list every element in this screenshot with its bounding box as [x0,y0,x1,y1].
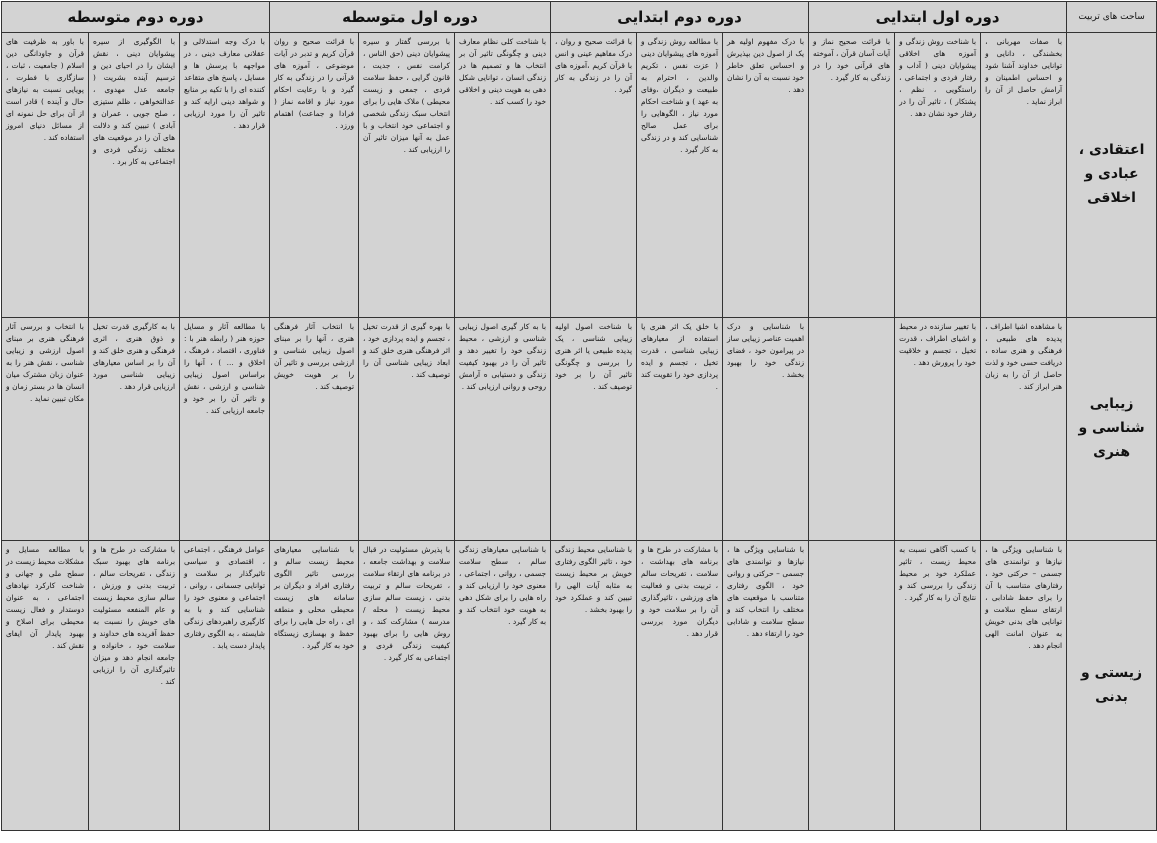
table-cell: با مشارکت در طرح ها و برنامه های بهبود سبک زندگی ، تفریحات سالم ، تربیت بدنی و ورزش ، سالم سازی محیط زیست و عام المنفعه مسئولیت های خویش را نسبت به حفظ آفریده های خداوند و سلامت خود ، خانواده و جامعه انجام دهد و میزان تاثیرگذاری آن را ارزیابی کند . [89,541,180,831]
table-cell: عوامل فرهنگی ، اجتماعی ، اقتصادی و سیاسی تاثیرگذار بر سلامت و توانایی جسمانی ، روانی ، اجتماعی و معنوی خود را شناسایی کند و با به کارگیری راهبردهای زندگی شایسته ، به الگوی رفتاری پایدار دست یابد . [180,541,270,831]
table-cell: با بهره گیری از قدرت تخیل ، تجسم و ایده پردازی خود ، اثر فرهنگی هنری خلق کند و ابعاد زیبایی شناسی آن را توصیف کند . [359,318,455,541]
table-cell: با تغییر سازنده در محیط و اشیای اطراف ، قدرت تخیل ، تجسم و خلاقیت خود را پرورش دهد . [895,318,981,541]
curriculum-table [1,1,1157,831]
table-cell: با شناسایی معیارهای زندگی سالم ، سطح سلامت جسمی ، روانی ، اجتماعی ، معنوی خود را ارزیابی کند و راه هایی را برای شکل دهی به هویت خود انتخاب کند و به کار گیرد . [455,541,551,831]
table-cell: با مطالعه مسایل و مشکلات محیط زیست در سطح ملی و جهانی و شناخت کارکرد نهادهای اجتماعی ، به عنوان دوستدار و فعال زیست محیطی برای اصلاح و بهبود پایدار آن ایفای نقش کند . [2,541,89,831]
table-cell: با قرائت صحیح و روان قرآن کریم و تدبر در آیات موضوعی ، آموزه های قرآنی را در زندگی به کار گیرد و با رعایت احکام مورد نیاز و اقامه نماز ( فرادا و جماعت) اهتمام ورزد . [270,33,359,318]
table-row [2,318,1157,541]
table-cell: با شناخت اصول اولیه زیبایی شناسی ، یک پدیده طبیعی یا اثر هنری را بررسی و چگونگی تاثیر آن را بر خود توصیف کند . [551,318,637,541]
table-cell: با مطالعه آثار و مسایل حوزه هنر ( رابطه هنر با : فناوری ، اقتصاد ، فرهنگ ، اخلاق و ... ) ، آنها را براساس اصول زیبایی شناسی و ارزشی ، نقش و تاثیر آن را بر خود و جامعه ارزیابی کند . [180,318,270,541]
corner-header: ساحت های تربیت [1067,2,1157,33]
table-cell: با صفات مهربانی ، بخشندگی ، دانایی و توانایی خداوند آشنا شود و احساس اطمینان و آرامش حاصل از آن را ابراز نماید . [981,33,1067,318]
header-row [2,2,1157,33]
row-label: اعتقادی ، عبادی و اخلاقی [1067,33,1157,318]
table-cell: با شناسایی معیارهای محیط زیست سالم و بررسی تاثیر الگوی رفتاری افراد و دیگران بر سامانه های زیست محیطی محلی و منطقه ای ، راه حل هایی را برای حفظ و بهسازی زیستگاه خود به کار گیرد . [270,541,359,831]
empty-cell [809,318,895,541]
table-cell: با شناخت کلی نظام معارف دینی و چگونگی تاثیر آن بر انتخاب ها و تصمیم ها در زندگی انسان ، توانایی شکل دهی به هویت دینی و اخلاقی خود را کسب کند . [455,33,551,318]
table-cell: با بررسی گفتار و سیره پیشوایان دینی (حق الناس ، کرامت نفس ، جدیت ، قانون گرایی ، حفظ سلامت فردی ، جمعی و زیست محیطی ) ملاک هایی را برای انتخاب سبک زندگی شخصی و اجتماعی خود انتخاب و با عمل به آنها میزان تاثیر آن را ارزیابی کند . [359,33,455,318]
table-cell: با انتخاب و بررسی آثار فرهنگی هنری بر مبنای اصول ارزشی و زیبایی شناسی ، نقش هنر را به عنوان زبان مشترک میان انسان ها در بستر زمان و مکان تبیین نماید . [2,318,89,541]
table-cell: با به کارگیری قدرت تخیل و ذوق هنری ، اثری فرهنگی و هنری خلق کند و آن را بر اساس معیارهای زیبایی شناسی مورد ارزیابی قرار دهد . [89,318,180,541]
table-cell: با الگوگیری از سیره پیشوایان دینی ، نقش ایشان را در احیای دین و ترسیم آینده بشریت ( جامعه عدل مهدوی ، عدالتخواهی ، ظلم ستیزی ، صلح جویی ، عمران و آبادی ) تبیین کند و دلالت های آن را در موقعیت های مختلف زندگی فردی و اجتماعی به کار برد . [89,33,180,318]
period-header-3: دوره اول متوسطه [270,2,551,33]
period-header-4: دوره دوم متوسطه [2,2,270,33]
row-label: زیستی و بدنی [1067,541,1157,831]
table-cell: با شناسایی ویژگی ها ، نیازها و توانمندی های جسمی – حرکتی و روانی خود ، الگوی رفتاری متناسب با موقعیت های مختلف را انتخاب کند و سطح سلامت و شادابی خود را ارتقاء دهد . [723,541,809,831]
curriculum-table-sheet [1,1,1156,841]
row-label: زیبایی شناسی و هنری [1067,318,1157,541]
table-cell: با قرائت صحیح نماز و آیات آسان قرآن ، آموخته های قرآنی خود را در زندگی به کار گیرد . [809,33,895,318]
period-header-2: دوره دوم ابتدایی [551,2,809,33]
table-cell: با باور به ظرفیت های قرآن و جاودانگی دین اسلام ( جامعیت ، ثبات ، سازگاری با فطرت ، پویایی نسبت به نیازهای حال و آینده ) قادر است از آن برای حل نمونه ای از مسائل دنیای امروز استفاده کند . [2,33,89,318]
table-cell: با مشارکت در طرح ها و برنامه های بهداشت ، سلامت ، تفریحات سالم ، تربیت بدنی و فعالیت های ورزشی ، تاثیرگذاری آن را بر سلامت خود و دیگران مورد بررسی قرار دهد . [637,541,723,831]
table-cell: با شناسایی ویژگی ها ، نیازها و توانمندی های جسمی – حرکتی خود ، رفتارهای متناسب با آن را برای حفظ شادابی ، ارتقای سطح سلامت و توانایی های بدنی خویش به عنوان امانت الهی انجام دهد . [981,541,1067,831]
table-row [2,541,1157,831]
period-header-1: دوره اول ابتدایی [809,2,1067,33]
table-cell: با قرائت صحیح و روان ، درک مفاهیم عینی و انس با قرآن کریم ،آموزه های آن را در زندگی به کار گیرد . [551,33,637,318]
empty-cell [809,541,895,831]
table-cell: با مشاهده اشیا اطراف ، پدیده های طبیعی ، فرهنگی و هنری ساده ، دریافت حسی خود و لذت حاصل از آن را به زبان هنر ابراز کند . [981,318,1067,541]
table-cell: با خلق یک اثر هنری یا استفاده از معیارهای زیبایی شناسی ، قدرت تخیل ، تجسم و ایده پردازی خود را تقویت کند . [637,318,723,541]
table-cell: با شناسایی و درک اهمیت عناصر زیبایی ساز در پیرامون خود ، فضای زندگی خود را بهبود بخشد . [723,318,809,541]
table-cell: با کسب آگاهی نسبت به محیط زیست ، تاثیر عملکرد خود بر محیط زندگی را بررسی کند و نتایج آن را به کار گیرد . [895,541,981,831]
table-cell: با شناخت روش زندگی و آموزه های اخلاقی پیشوایان دینی ( آداب و رفتار فردی و اجتماعی ، راستگویی ، نظم ، پشتکار ) ، تاثیر آن را در رفتار خود نشان دهد . [895,33,981,318]
table-cell: با درک مفهوم اولیه هر یک از اصول دین بپذیرش و احساس تعلق خاطر خود نسبت به آن را نشان دهد . [723,33,809,318]
table-cell: با شناسایی محیط زندگی خود ، تاثیر الگوی رفتاری خویش بر محیط زیست به مثابه آیات الهی را تبیین کند و عملکرد خود را بهبود بخشد . [551,541,637,831]
table-cell: با پذیرش مسئولیت در قبال سلامت و بهداشت جامعه ، در برنامه های ارتقاء سلامت ، تفریحات سالم و تربیت بدنی ، زیست سالم سازی محیط زیست ( محله / مدرسه ) مشارکت کند ، و روش هایی را برای بهبود کیفیت زندگی فردی و اجتماعی به کار گیرد . [359,541,455,831]
table-row [2,33,1157,318]
table-cell: با به کار گیری اصول زیبایی شناسی و ارزشی ، محیط زندگی خود را تغییر دهد و تاثیر آن را در بهبود کیفیت زندگی و دستیابی ه آرامش روحی و روانی ارزیابی کند . [455,318,551,541]
table-cell: با انتخاب آثار فرهنگی هنری ، آنها را بر مبنای اصول زیبایی شناسی و ارزشی بررسی و تاثیر آن را بر هویت خویش توصیف کند . [270,318,359,541]
table-cell: با مطالعه روش زندگی و آموزه های پیشوایان دینی ( عزت نفس ، تکریم والدین ، احترام به طبیعت و دیگران ،وفای به عهد ) و شناخت احکام مورد نیاز ، الگوهایی را برای عمل صالح شناسایی کند و در زندگی به کار گیرد . [637,33,723,318]
table-cell: با درک وجه استدلالی و عقلانی معارف دینی ، در مواجهه با پرسش ها و مسایل ، پاسخ های متقاعد کننده ای را با تکیه بر منابع و شواهد دینی ارایه کند و تاثیر آن را مورد ارزیابی قرار دهد . [180,33,270,318]
